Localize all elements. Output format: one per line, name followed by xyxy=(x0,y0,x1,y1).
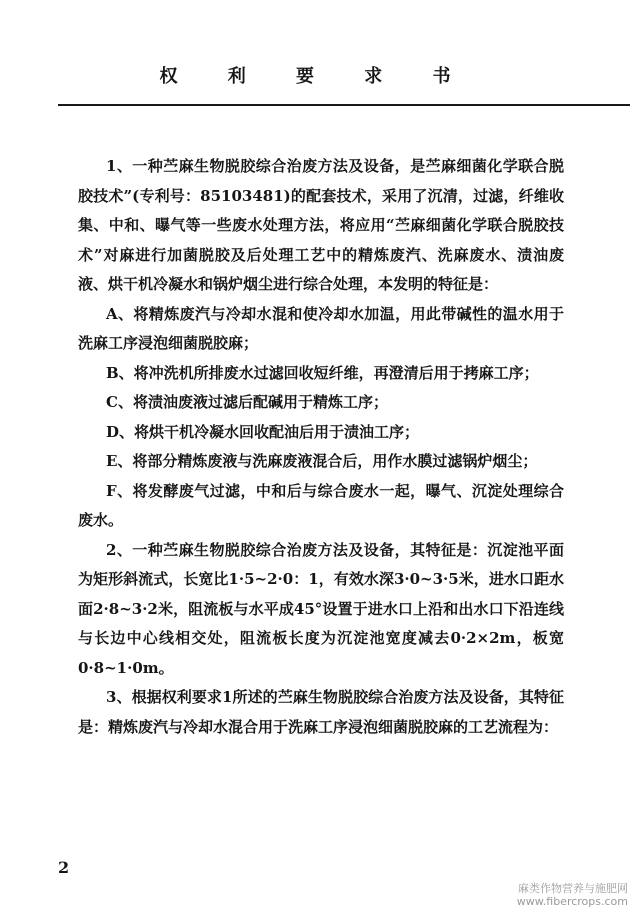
watermark-site-name: 麻类作物营养与施肥网 xyxy=(518,882,628,895)
claim-1-feature-d: D、将烘干机冷凝水回收配油后用于渍油工序； xyxy=(106,422,420,441)
title-underline xyxy=(58,104,630,106)
claim-1-feature-a: A、将精炼废汽与冷却水混和使冷却水加温，用此带碱性的温水用于洗麻工序浸泡细菌脱胶麻； xyxy=(78,304,564,352)
claim-1-feature-c: C、将渍油废液过滤后配碱用于精炼工序； xyxy=(106,393,388,411)
claim-1: 1、一种苎麻生物脱胶综合治废方法及设备，是苎麻细菌化学联合脱胶技术”(专利号：85103481)的配套技术，采用了沉清，过滤，纤维收集、中和、曝气等一些废水处理方法，将应用“苎麻细菌化学联合脱胶技术”对麻进行加菌脱胶及后处理工艺中的精炼废汽、洗麻废水、渍油废液、烘干机冷凝水和锅炉烟尘进行综合处理，本发明的特征是： xyxy=(78,157,564,293)
claim-1-feature-e: E、将部分精炼废液与洗麻废液混合后，用作水膜过滤锅炉烟尘； xyxy=(106,452,538,470)
claim-2: 2、一种苎麻生物脱胶综合治废方法及设备，其特征是：沉淀池平面为矩形斜流式，长宽比1·5~2·0：1，有效水深3·0~3·5米，进水口距水面2·8~3·2米，阻流板与水平成45°设置于进水口上沿和出水口下沿连线与长边中心线相交处，阻流板长度为沉淀池宽度减去0·2×2m，板宽0·8~1·0m。 xyxy=(78,540,564,677)
watermark xyxy=(517,882,628,908)
page-number: 2 xyxy=(58,858,70,877)
document-title: 权 利 要 求 书 xyxy=(159,66,473,87)
claim-1-feature-b: B、将冲洗机所排废水过滤回收短纤维，再澄清后用于拷麻工序； xyxy=(106,363,539,382)
watermark-url: www.fibercrops.com xyxy=(516,895,628,908)
claims-body xyxy=(78,152,564,742)
claim-1-feature-f: F、将发酵废气过滤，中和后与综合废水一起，曝气、沉淀处理综合废水。 xyxy=(78,481,564,529)
claim-3: 3、根据权利要求1所述的苎麻生物脱胶综合治废方法及设备，其特征是：精炼废汽与冷却水混合用于洗麻工序浸泡细菌脱胶麻的工艺流程为： xyxy=(78,688,564,736)
